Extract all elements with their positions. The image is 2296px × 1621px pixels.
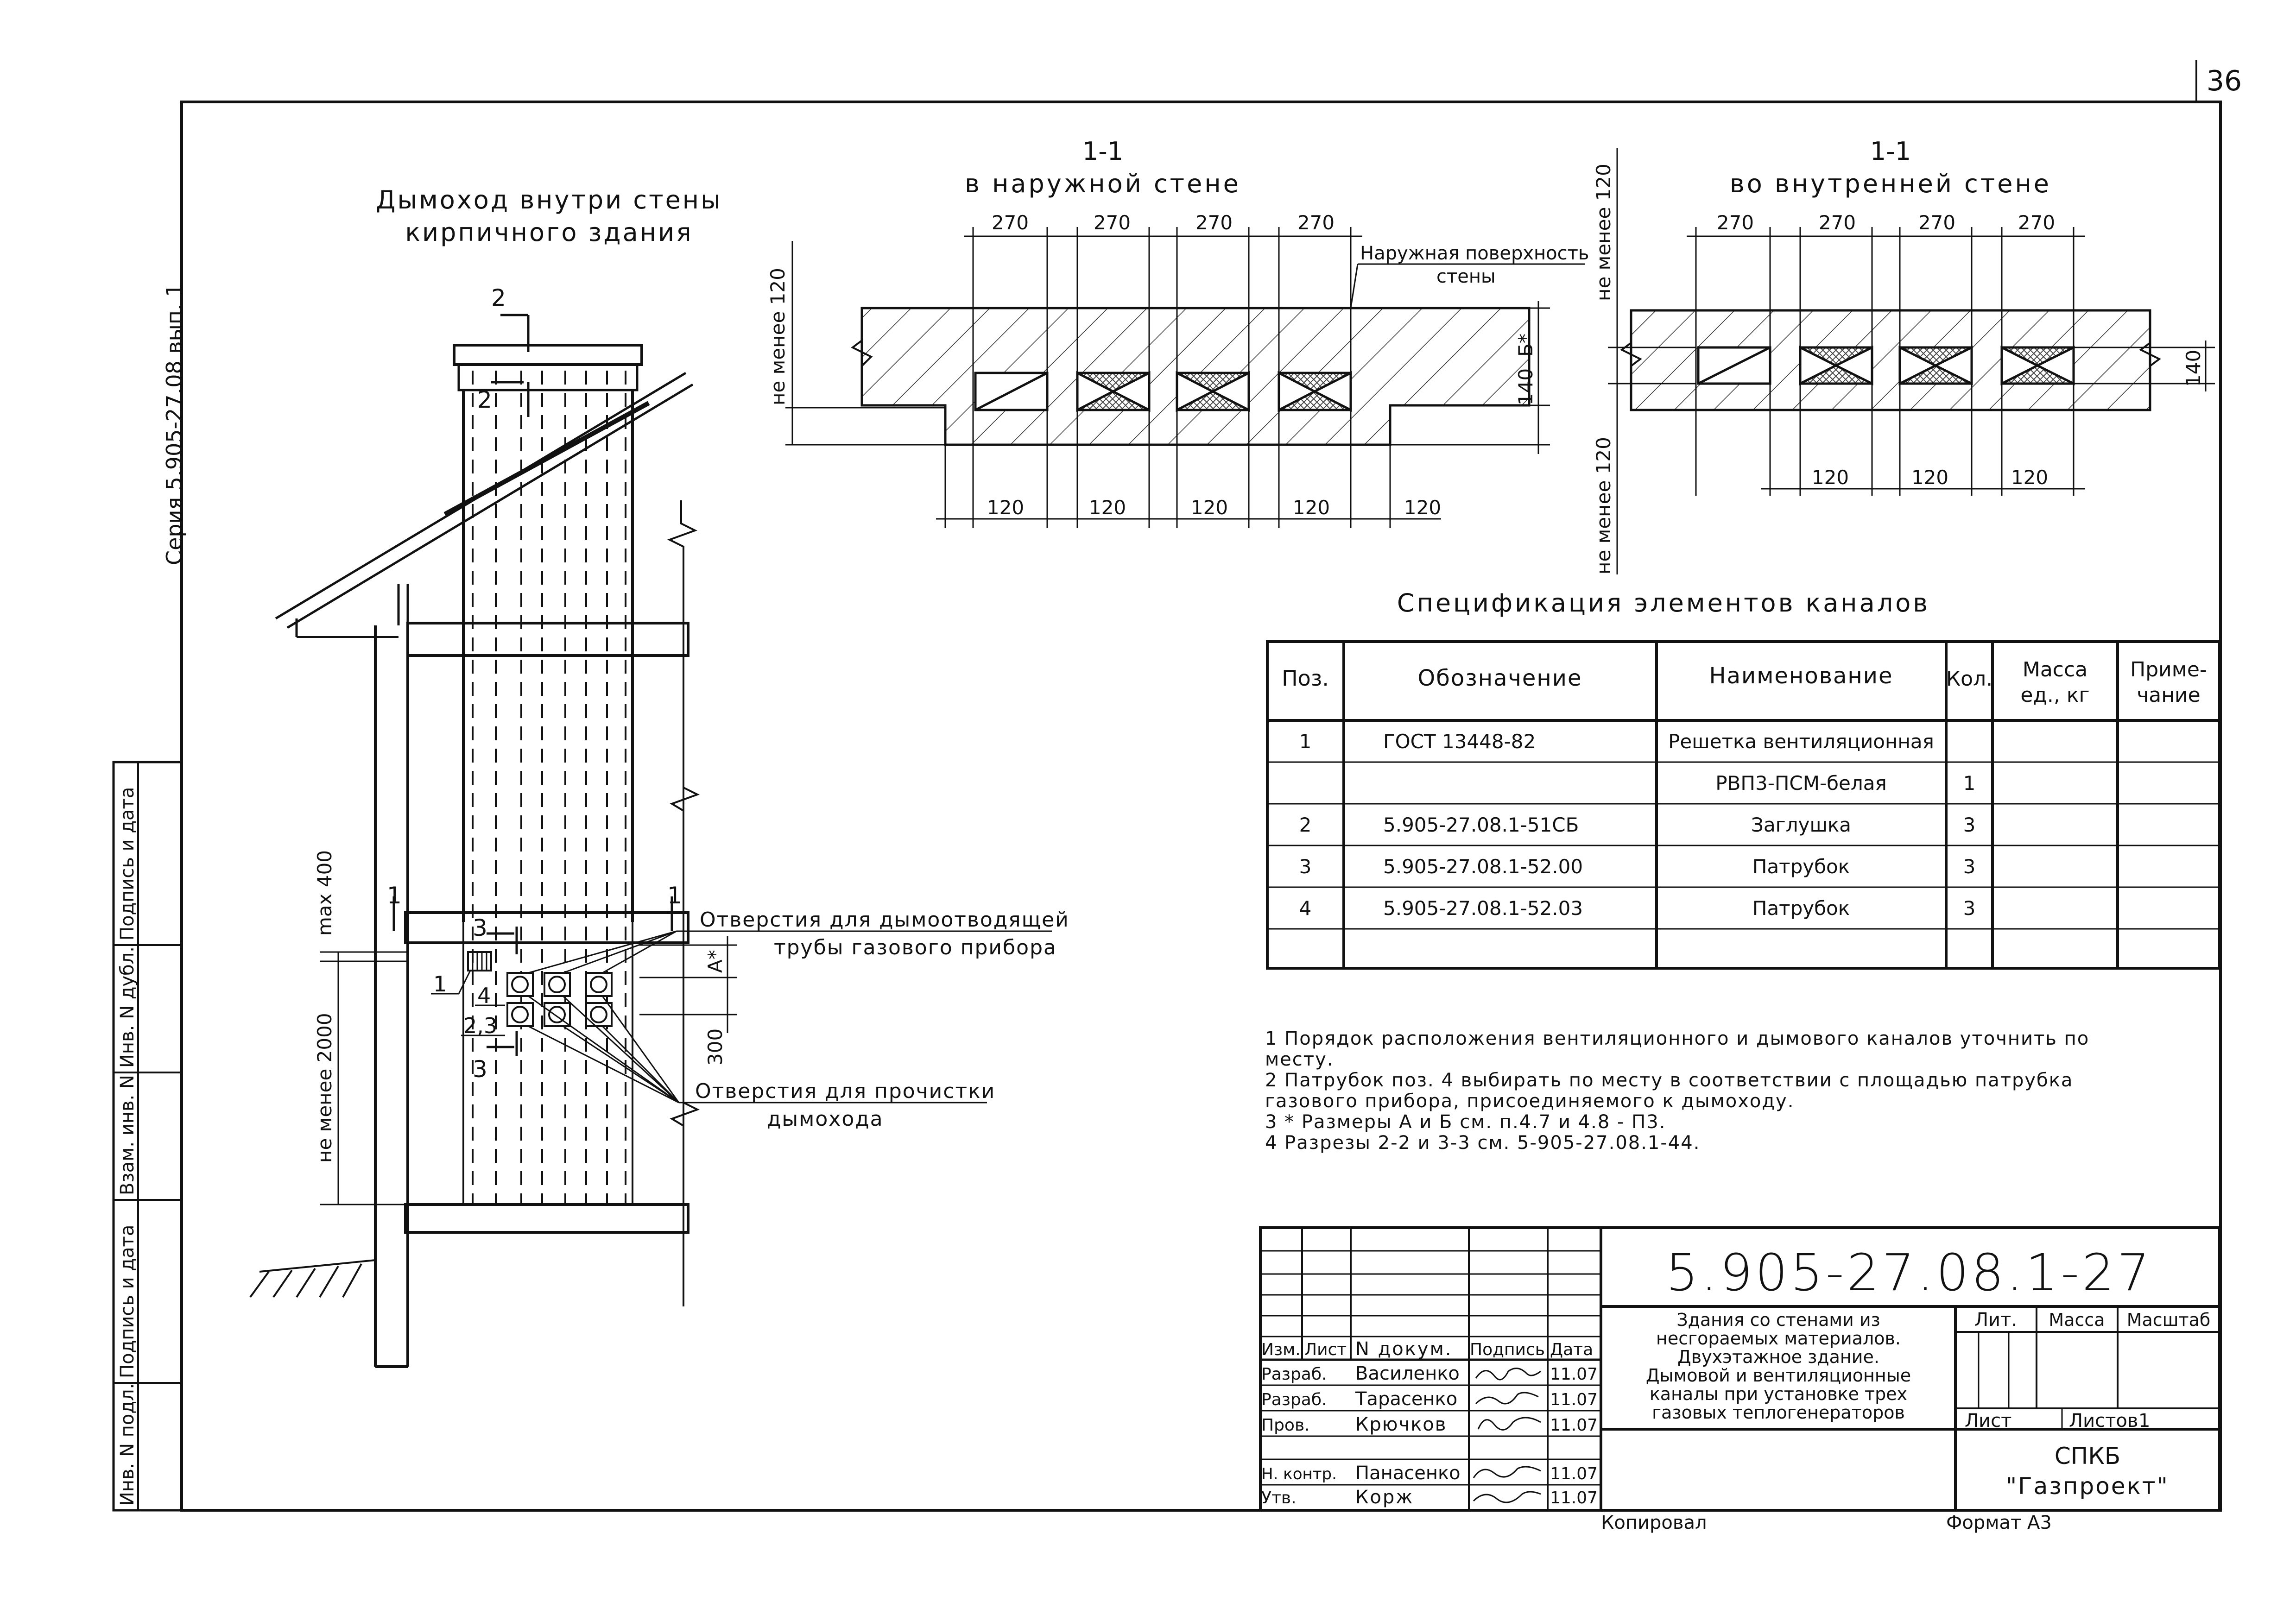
outer-dim-140: 140 [1514,368,1537,405]
stamp-sign-date-1: Подпись и дата [117,1224,138,1378]
dim-max400: max 400 [313,850,336,936]
spec-header-pos: Поз. [1282,666,1329,691]
inner-top-dim-3: 270 [1918,211,1956,234]
spec-row5-name: Патрубок [1752,897,1850,920]
tb-date-1: 11.07 [1550,1365,1598,1384]
tb-name-1: Василенко [1355,1363,1460,1384]
tb-role-4: Н. контр. [1261,1465,1337,1483]
note-line-4: газового прибора, присоединяемого к дымоходу. [1265,1091,1795,1112]
outer-dim-120-vert: не менее 120 [766,268,789,405]
inner-dim-120-top: не менее 120 [1592,164,1615,301]
tb-col-sign: Подпись [1470,1340,1545,1359]
outer-bottom-dim-5: 120 [1404,496,1442,519]
pos-23-label: 2,3 [463,1013,498,1038]
spec-row5-code: 5.905-27.08.1-52.03 [1383,897,1583,920]
cut-1-right: 1 [667,882,682,909]
tb-date-5: 11.07 [1550,1489,1598,1507]
note-line-1: 1 Порядок расположения вентиляционного и дымового каналов уточнить по [1265,1028,2090,1049]
signatures [1474,1369,1541,1502]
inner-bottom-dim-2: 120 [1911,466,1949,489]
tb-col-ndoc: N докум. [1355,1338,1453,1360]
spec-row1-pos: 1 [1299,730,1312,753]
dim-2000: не менее 2000 [313,1013,336,1163]
notes [1265,1028,2089,1154]
tb-sheets-label: Листов [2069,1410,2138,1432]
stamp-inv-podl: Инв. N подл. [117,1383,138,1506]
tb-desc-1: Здания со стенами из [1676,1310,1880,1330]
spec-row2-name: РВП3-ПСМ-белая [1715,772,1887,795]
tb-desc-2: несгораемых материалов. [1656,1328,1901,1349]
title-block [1260,1228,2220,1510]
outer-dim-B: Б* [1514,334,1537,357]
spec-header-qty: Кол. [1946,667,1993,691]
tb-desc-6: газовых теплогенераторов [1652,1402,1905,1423]
outer-top-dim-2: 270 [1093,211,1131,234]
callout-clean-line2: дымохода [767,1107,884,1131]
cut-3-bottom: 3 [473,1056,487,1083]
spec-row3-pos: 2 [1299,814,1312,836]
inner-bottom-dim-3: 120 [2011,466,2049,489]
cut-3-top: 3 [473,915,487,941]
tb-mass-label: Масса [2049,1310,2105,1330]
note-line-5: 3 * Размеры А и Б см. п.4.7 и 4.8 - П3. [1265,1111,1666,1133]
cut-1-left: 1 [387,882,402,909]
spec-row4-qty: 3 [1963,855,1976,878]
callout-clean-line1: Отверстия для прочистки [695,1079,996,1103]
outer-top-dim-3: 270 [1195,211,1233,234]
elevation-title-line1: Дымоход внутри стены [376,185,722,214]
spec-row3-code: 5.905-27.08.1-51СБ [1383,814,1579,836]
note-line-6: 4 Разрезы 2-2 и 3-3 см. 5-905-27.08.1-44. [1265,1132,1701,1154]
inner-top-dim-2: 270 [1818,211,1856,234]
spec-row3-name: Заглушка [1751,814,1851,836]
tb-role-5: Утв. [1261,1489,1297,1507]
spec-row1-code: ГОСТ 13448-82 [1383,730,1536,753]
stamp-inv-dubl: Инв. N дубл. [117,946,138,1068]
spec-header-note-1: Приме- [2130,658,2207,681]
outer-top-dim-4: 270 [1297,211,1335,234]
spec-row1-name: Решетка вентиляционная [1668,730,1934,753]
tb-org-line2: "Газпроект" [2006,1473,2169,1500]
dim-A: А* [704,950,727,973]
cut-2-bottom: 2 [477,386,492,413]
spec-title: Спецификация элементов каналов [1397,588,1930,618]
tb-name-2: Тарасенко [1355,1388,1458,1410]
tb-name-3: Крючков [1355,1414,1447,1435]
tb-date-2: 11.07 [1550,1390,1598,1409]
spec-table [1267,588,2220,968]
tb-name-4: Панасенко [1355,1463,1461,1484]
tb-date-3: 11.07 [1550,1416,1598,1435]
outer-note-line1: Наружная поверхность [1360,243,1589,264]
page-number: 36 [2206,65,2242,97]
stamp-sign-date-2: Подпись и дата [117,787,138,940]
dim-300: 300 [704,1028,727,1066]
callout-smoke-line1: Отверстия для дымоотводящей [700,908,1069,932]
note-line-3: 2 Патрубок поз. 4 выбирать по месту в соответствии с площадью патрубка [1265,1070,2074,1091]
copied-label: Копировал [1601,1512,1707,1533]
inner-top-dim-4: 270 [2018,211,2056,234]
inner-bottom-dim-1: 120 [1811,466,1849,489]
elevation-title-line2: кирпичного здания [405,218,693,247]
pos-4-label: 4 [477,983,491,1008]
outer-bottom-dim-3: 120 [1190,496,1228,519]
outer-bottom-dim-1: 120 [987,496,1025,519]
spec-row2-qty: 1 [1963,772,1976,795]
note-line-2: месту. [1265,1049,1334,1070]
spec-row4-name: Патрубок [1752,855,1850,878]
tb-desc-4: Дымовой и вентиляционные [1645,1365,1911,1386]
spec-row3-qty: 3 [1963,814,1976,836]
inner-dim-120-bottom: не менее 120 [1592,437,1615,574]
tb-role-3: Пров. [1261,1416,1310,1435]
spec-header-code: Обозначение [1417,665,1582,691]
tb-sheet-label: Лист [1965,1410,2012,1432]
spec-header-note-2: чание [2137,683,2201,707]
tb-desc-3: Двухэтажное здание. [1677,1347,1879,1367]
format-label: Формат А3 [1946,1512,2052,1533]
tb-scale-label: Масштаб [2126,1310,2211,1330]
spec-row4-pos: 3 [1299,855,1312,878]
tb-role-2: Разраб. [1261,1390,1327,1409]
spec-row4-code: 5.905-27.08.1-52.00 [1383,855,1583,878]
pos-1-label: 1 [433,971,447,997]
spec-row5-qty: 3 [1963,897,1976,920]
tb-desc-5: каналы при установке трех [1649,1384,1908,1404]
spec-row5-pos: 4 [1299,897,1312,920]
spec-header-mass-1: Масса [2022,658,2088,681]
outer-title-1: 1-1 [1082,137,1124,166]
cut-2-top: 2 [491,284,506,311]
outer-top-dim-1: 270 [991,211,1029,234]
spec-header-mass-2: ед., кг [2020,683,2090,707]
section-inner-wall [1592,137,2215,574]
tb-name-5: Корж [1355,1487,1414,1508]
callout-smoke-line2: трубы газового прибора [774,936,1057,959]
section-outer-wall [766,137,1589,528]
inner-title-2: во внутренней стене [1729,169,2052,198]
outer-bottom-dim-2: 120 [1088,496,1126,519]
outer-note-line2: стены [1436,266,1496,287]
tb-doc-code: 5.905-27.08.1-27 [1665,1243,2153,1302]
series-label: Серия 5.905-27.08 вып. 1 [162,283,187,565]
tb-sheets-value: 1 [2138,1410,2151,1432]
outer-title-2: в наружной стене [965,169,1241,198]
tb-date-4: 11.07 [1550,1464,1598,1483]
spec-header-name: Наименование [1709,663,1893,689]
side-stamp [114,762,182,1510]
tb-col-list: Лист [1304,1340,1347,1359]
tb-col-date: Дата [1550,1340,1594,1359]
tb-col-izm: Изм. [1261,1340,1301,1359]
outer-bottom-dim-4: 120 [1292,496,1330,519]
inner-title-1: 1-1 [1870,137,1911,166]
inner-top-dim-1: 270 [1716,211,1754,234]
tb-lit-label: Лит. [1974,1309,2018,1331]
tb-role-1: Разраб. [1261,1365,1327,1384]
tb-org-line1: СПКБ [2054,1443,2121,1470]
inner-dim-140: 140 [2182,349,2205,387]
stamp-vzam-inv: Взам. инв. N [117,1075,138,1195]
